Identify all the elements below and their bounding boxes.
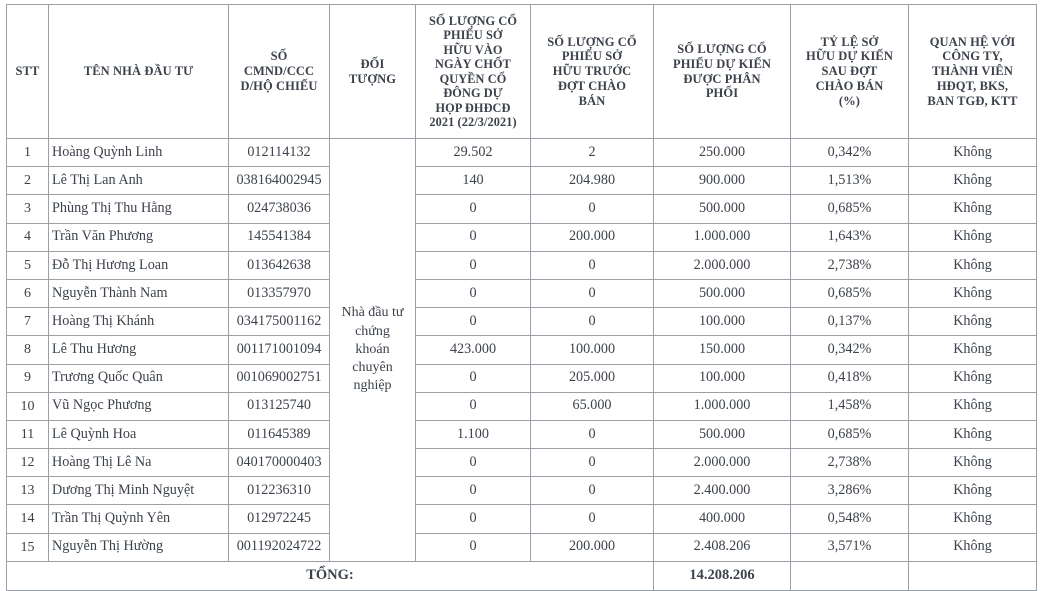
ownership-record-date-cell: 0 [416,195,531,223]
header-line: QUAN HỆ VỚI [929,34,1016,49]
id-number-cell: 034175001162 [229,308,330,336]
column-header-allocated-shares [654,5,791,139]
id-number-cell: 040170000403 [229,449,330,477]
relationship-cell: Không [909,195,1037,223]
table-row [7,279,1037,307]
ownership-before-offering-cell: 0 [531,195,654,223]
header-line: HỮU VÀO [443,42,503,57]
id-number-cell: 013357970 [229,279,330,307]
id-number-cell: 011645389 [229,420,330,448]
investor-name-cell: Phùng Thị Thu Hằng [49,195,229,223]
header-line: QUYỀN CỔ [439,71,507,86]
allocated-shares-cell: 2.000.000 [654,251,791,279]
ownership-record-date-cell: 0 [416,251,531,279]
ownership-ratio-cell: 0,137% [791,308,909,336]
ownership-ratio-cell: 0,685% [791,279,909,307]
ownership-before-offering-cell: 100.000 [531,336,654,364]
allocated-shares-cell: 100.000 [654,364,791,392]
ownership-before-offering-cell: 0 [531,308,654,336]
header-line: NGÀY CHỐT [435,57,511,71]
ownership-record-date-cell: 0 [416,223,531,251]
table-row [7,449,1037,477]
table-row [7,308,1037,336]
investor-name-cell: Lê Thị Lan Anh [49,167,229,195]
header-line: CÔNG TY, [942,49,1003,64]
header-line: ĐƯỢC PHÂN [683,71,761,86]
id-number-cell: 012114132 [229,139,330,167]
investor-name-cell: Dương Thị Minh Nguyệt [49,477,229,505]
ownership-record-date-cell: 0 [416,279,531,307]
ownership-record-date-cell: 0 [416,364,531,392]
column-header-stt [7,5,49,139]
row-index-cell: 15 [7,533,49,561]
ownership-ratio-cell: 0,342% [791,139,909,167]
ownership-before-offering-cell: 0 [531,505,654,533]
ownership-before-offering-cell: 0 [531,279,654,307]
investor-name-cell: Trần Văn Phương [49,223,229,251]
header-line: (%) [838,93,861,108]
relationship-cell: Không [909,505,1037,533]
allocated-shares-cell: 100.000 [654,308,791,336]
ownership-ratio-cell: 0,685% [791,420,909,448]
table-row [7,364,1037,392]
ownership-before-offering-cell: 0 [531,477,654,505]
investor-name-cell: Lê Quỳnh Hoa [49,420,229,448]
header-line: SỐ LƯỢNG CỔ [547,34,637,49]
header-line: TÊN NHÀ ĐẦU TƯ [83,64,194,79]
header-line: ĐỢT CHÀO [557,78,627,93]
relationship-cell: Không [909,449,1037,477]
allocated-shares-cell: 500.000 [654,420,791,448]
ownership-before-offering-cell: 200.000 [531,533,654,561]
id-number-cell: 013642638 [229,251,330,279]
allocated-shares-cell: 900.000 [654,167,791,195]
header-line: BAN TGĐ, KTT [927,93,1018,108]
row-index-cell: 7 [7,308,49,336]
ownership-ratio-cell: 0,685% [791,195,909,223]
header-line: BÁN [578,93,606,108]
relationship-cell: Không [909,279,1037,307]
relationship-cell: Không [909,392,1037,420]
table-row [7,477,1037,505]
table-row [7,505,1037,533]
ownership-before-offering-cell: 0 [531,420,654,448]
total-ratio [791,561,909,590]
ownership-before-offering-cell: 2 [531,139,654,167]
header-line: SỐ LƯỢNG CỔ [677,42,767,56]
row-index-cell: 14 [7,505,49,533]
header-line: HỮU DỰ KIẾN [806,49,893,64]
object-type-line: nghiệp [353,378,392,394]
total-label: TỔNG: [7,561,654,590]
ownership-ratio-cell: 1,643% [791,223,909,251]
ownership-ratio-cell: 0,418% [791,364,909,392]
ownership-record-date-cell: 1.100 [416,420,531,448]
ownership-before-offering-cell: 0 [531,251,654,279]
ownership-record-date-cell: 0 [416,308,531,336]
object-type-line: chuyên [352,360,393,375]
column-header-id-number [229,5,330,139]
ownership-before-offering-cell: 200.000 [531,223,654,251]
total-relationship [909,561,1037,590]
header-line: HỌP ĐHĐCĐ [435,100,511,115]
id-number-cell: 012972245 [229,505,330,533]
row-index-cell: 5 [7,251,49,279]
ownership-ratio-cell: 1,458% [791,392,909,420]
ownership-before-offering-cell: 205.000 [531,364,654,392]
header-line: PHIẾU DỰ KIẾN [672,56,772,71]
investor-name-cell: Hoàng Thị Lê Na [49,449,229,477]
total-allocated-shares: 14.208.206 [654,561,791,590]
header-line: SAU ĐỢT [821,64,878,79]
header-line: THÀNH VIÊN [932,64,1013,79]
header-line: PHỐI [705,86,739,101]
object-type-cell [330,139,416,562]
header-line: CMND/CCC [243,64,315,79]
investor-name-cell: Hoàng Quỳnh Linh [49,139,229,167]
allocated-shares-cell: 2.000.000 [654,449,791,477]
header-line: D/HỘ CHIẾU [240,78,318,93]
table-row [7,533,1037,561]
row-index-cell: 4 [7,223,49,251]
relationship-cell: Không [909,533,1037,561]
ownership-record-date-cell: 0 [416,477,531,505]
table-row [7,251,1037,279]
ownership-before-offering-cell: 204.980 [531,167,654,195]
ownership-ratio-cell: 0,342% [791,336,909,364]
row-index-cell: 10 [7,392,49,420]
ownership-ratio-cell: 3,571% [791,533,909,561]
column-header-relationship [909,5,1037,139]
allocated-shares-cell: 500.000 [654,195,791,223]
header-line: CHÀO BÁN [815,78,884,93]
id-number-cell: 001171001094 [229,336,330,364]
row-index-cell: 9 [7,364,49,392]
ownership-ratio-cell: 3,286% [791,477,909,505]
column-header-object [330,5,416,139]
id-number-cell: 012236310 [229,477,330,505]
column-header-ownership-ratio-after [791,5,909,139]
row-index-cell: 8 [7,336,49,364]
header-line: TƯỢNG [348,71,397,86]
table-footer [7,561,1037,590]
row-index-cell: 2 [7,167,49,195]
row-index-cell: 12 [7,449,49,477]
ownership-record-date-cell: 0 [416,505,531,533]
id-number-cell: 001192024722 [229,533,330,561]
column-header-ownership-record-date [416,5,531,139]
row-index-cell: 1 [7,139,49,167]
relationship-cell: Không [909,251,1037,279]
object-type-line: Nhà đầu tư [341,305,404,321]
table-row [7,167,1037,195]
header-line: ĐÔNG DỰ [443,86,503,100]
investor-name-cell: Nguyễn Thành Nam [49,279,229,307]
id-number-cell: 001069002751 [229,364,330,392]
id-number-cell: 145541384 [229,223,330,251]
investor-allocation-table [6,4,1037,591]
table-row [7,420,1037,448]
investor-name-cell: Hoàng Thị Khánh [49,308,229,336]
header-line: SỐ LƯỢNG CỔ [428,13,518,28]
table-row [7,139,1037,167]
header-line: HỮU TRƯỚC [552,64,632,79]
header-line: 2021 (22/3/2021) [429,115,517,129]
investor-name-cell: Đỗ Thị Hương Loan [49,251,229,279]
header-line: PHIẾU SỞ [561,49,623,64]
relationship-cell: Không [909,336,1037,364]
relationship-cell: Không [909,139,1037,167]
investor-name-cell: Nguyễn Thị Hường [49,533,229,561]
investor-name-cell: Lê Thu Hương [49,336,229,364]
allocated-shares-cell: 2.408.206 [654,533,791,561]
row-index-cell: 11 [7,420,49,448]
total-row [7,561,1037,590]
id-number-cell: 024738036 [229,195,330,223]
ownership-ratio-cell: 2,738% [791,449,909,477]
ownership-ratio-cell: 1,513% [791,167,909,195]
table-row [7,223,1037,251]
ownership-before-offering-cell: 65.000 [531,392,654,420]
relationship-cell: Không [909,364,1037,392]
table-row [7,392,1037,420]
id-number-cell: 013125740 [229,392,330,420]
ownership-record-date-cell: 0 [416,533,531,561]
allocated-shares-cell: 250.000 [654,139,791,167]
header-line: SỐ [270,49,288,64]
investor-name-cell: Trương Quốc Quân [49,364,229,392]
ownership-ratio-cell: 2,738% [791,251,909,279]
column-header-ownership-before-offering [531,5,654,139]
investor-name-cell: Trần Thị Quỳnh Yên [49,505,229,533]
table-row [7,336,1037,364]
header-line: HĐQT, BKS, [936,78,1009,93]
allocated-shares-cell: 150.000 [654,336,791,364]
relationship-cell: Không [909,223,1037,251]
relationship-cell: Không [909,477,1037,505]
header-line: TỶ LỆ SỞ [820,34,879,49]
table-header [7,5,1037,139]
object-type-line: khoán [355,341,390,357]
ownership-record-date-cell: 0 [416,449,531,477]
header-row [7,5,1037,139]
table-row [7,195,1037,223]
allocated-shares-cell: 1.000.000 [654,223,791,251]
ownership-record-date-cell: 29.502 [416,139,531,167]
ownership-ratio-cell: 0,548% [791,505,909,533]
ownership-record-date-cell: 423.000 [416,336,531,364]
relationship-cell: Không [909,420,1037,448]
column-header-investor-name [49,5,229,139]
row-index-cell: 3 [7,195,49,223]
relationship-cell: Không [909,167,1037,195]
investor-name-cell: Vũ Ngọc Phương [49,392,229,420]
header-line: ĐỐI [360,56,385,71]
header-line: STT [15,64,40,79]
table-body [7,139,1037,562]
object-type-line: chứng [355,323,390,339]
header-line: PHIẾU SỞ [443,28,503,42]
ownership-before-offering-cell: 0 [531,449,654,477]
allocated-shares-cell: 400.000 [654,505,791,533]
allocated-shares-cell: 1.000.000 [654,392,791,420]
id-number-cell: 038164002945 [229,167,330,195]
row-index-cell: 6 [7,279,49,307]
row-index-cell: 13 [7,477,49,505]
ownership-record-date-cell: 140 [416,167,531,195]
ownership-record-date-cell: 0 [416,392,531,420]
allocated-shares-cell: 2.400.000 [654,477,791,505]
relationship-cell: Không [909,308,1037,336]
allocated-shares-cell: 500.000 [654,279,791,307]
